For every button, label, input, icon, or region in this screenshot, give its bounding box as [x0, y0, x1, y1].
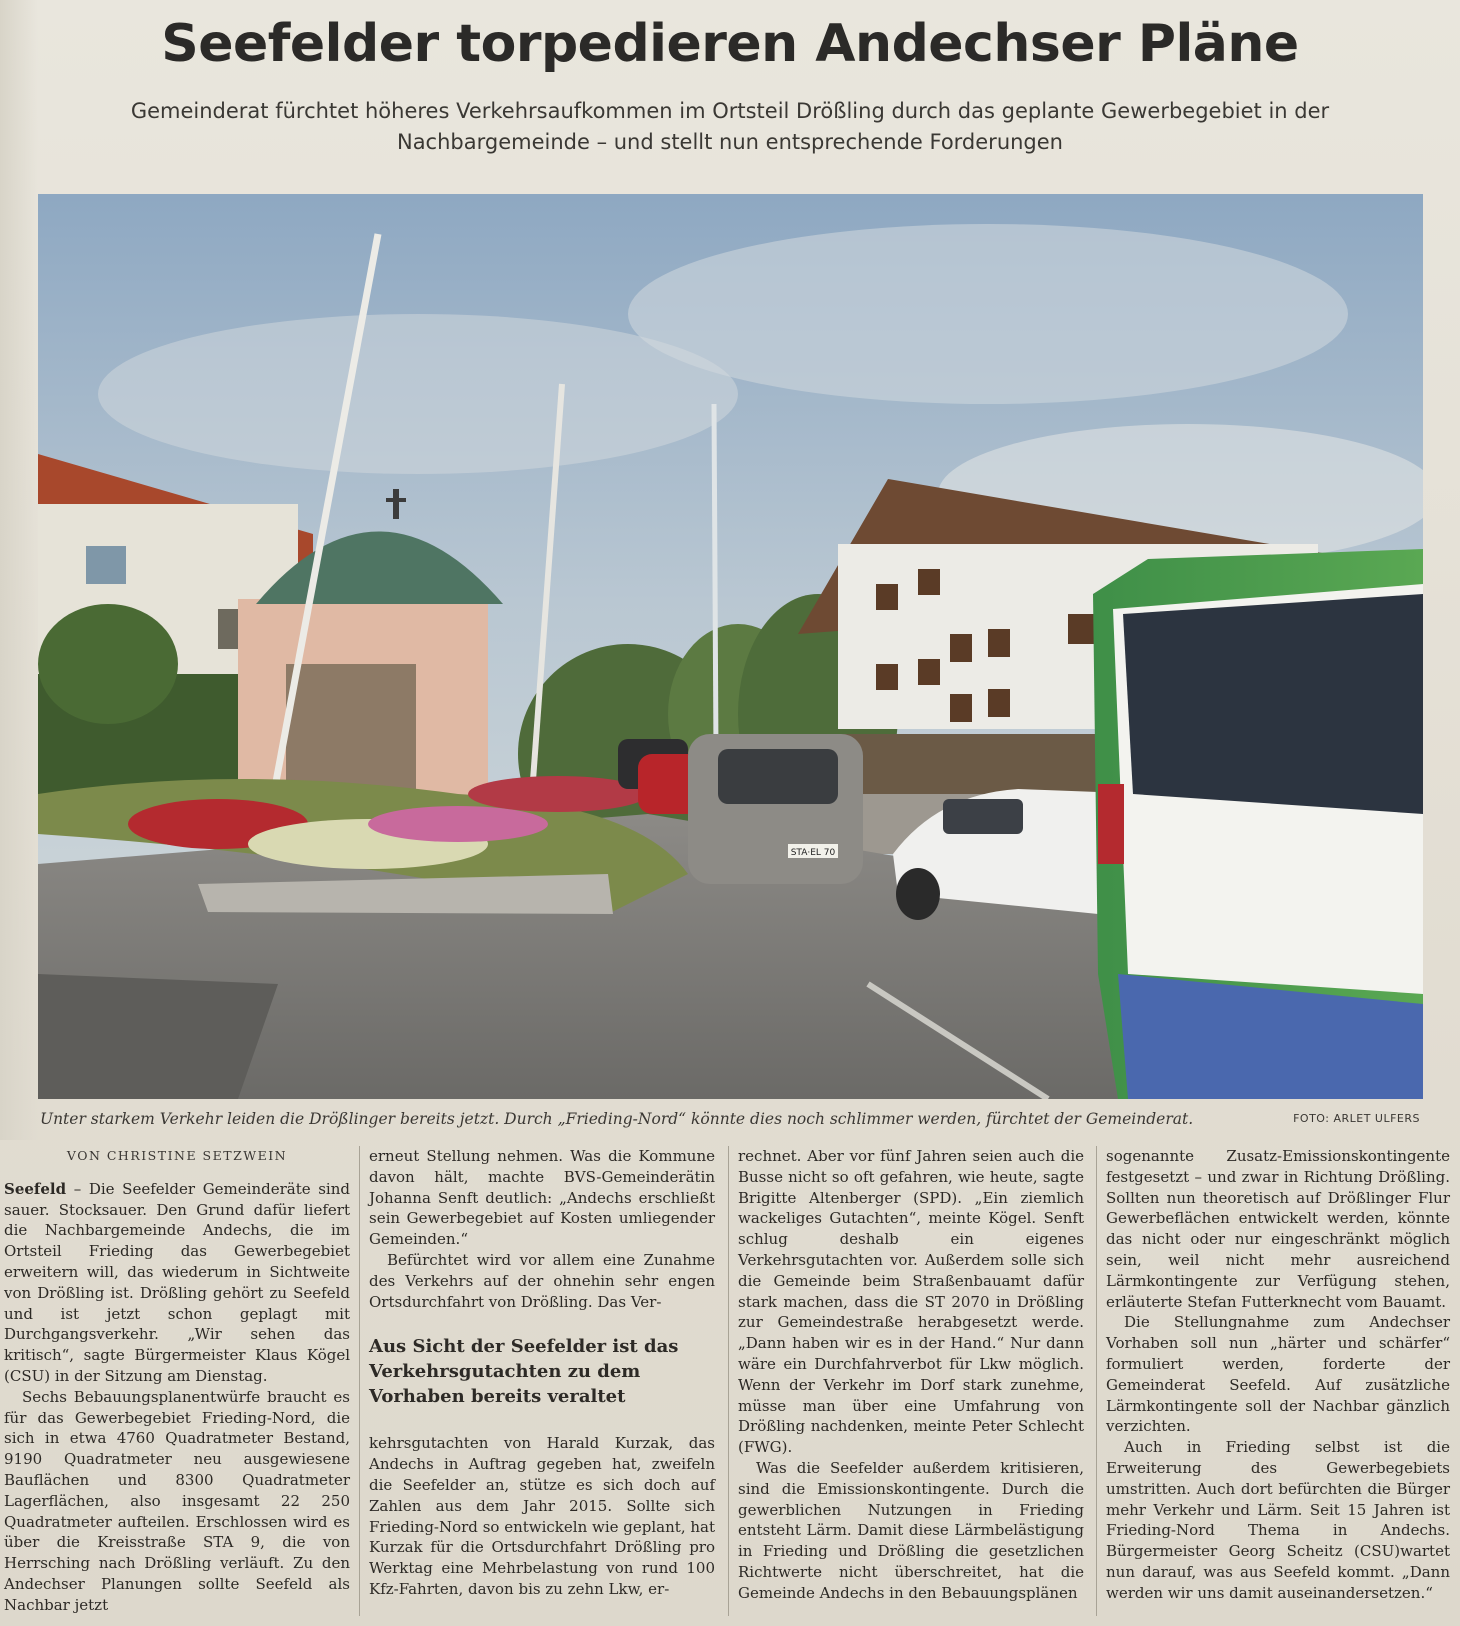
headline: Seefelder torpedieren Andechser Pläne: [161, 14, 1299, 74]
article-photo: [38, 194, 1423, 1099]
subtitle: Gemeinderat fürchtet höheres Verkehrsaufkommen im Ortsteil Drößling durch das geplante Gewerbegebiet in der Nachbargemeinde – und stellt nun entsprechende Forderungen: [130, 99, 1330, 154]
paragraph: kehrsgutachten von Harald Kurzak, das Andechs in Auftrag gegeben hat, zweifeln die Seefelder an, stütze es sich doch auf Zahlen aus dem Jahr 2015. Sollte sich Frieding-Nord so entwickeln wie geplant, hat Kurzak für die Ortsdurchfahrt Drößling pro Werktag eine Mehrbelastung von rund 100 Kfz-Fahrten, davon bis zu zehn Lkw, er-: [369, 1434, 715, 1598]
article-column-4: [1106, 1146, 1450, 1604]
intertitle: Aus Sicht der Seefelder ist das Verkehrsgutachten zu dem Vorhaben bereits veraltet: [369, 1336, 679, 1408]
paragraph: Sechs Bebauungsplanentwürfe braucht es für das Gewerbegebiet Frieding-Nord, die sich in etwa 4760 Quadratmeter Bestand, 9190 Quadratmeter neu ausgewiesene Bauflächen und 8300 Quadratmeter Lagerflächen, also insgesamt 22 250 Quadratmeter aufteilen. Erschlossen wird es über die Kreisstraße STA 9, die von Herrsching nach Drößling verläuft. Zu den Andechser Planungen sollte Seefeld als Nachbar jetzt: [4, 1387, 350, 1614]
dateline-place: Seefeld: [4, 1179, 67, 1198]
photo-caption: Unter starkem Verkehr leiden die Drößlinger bereits jetzt. Durch „Frieding-Nord“ könnte dies noch schlimmer werden, fürchtet der Gemeinderat.: [40, 1110, 1194, 1128]
article-column-1: [4, 1146, 350, 1616]
paragraph: Die Stellungnahme zum Andechser Vorhaben soll nun „härter und schärfer“ formuliert werden, forderte der Gemeinderat Seefeld. Auf zusätzliche Lärmkontingente soll der Nachbar gänzlich verzichten.: [1106, 1313, 1450, 1436]
photo-credit: FOTO: ARLET ULFERS: [1293, 1112, 1420, 1125]
license-plate: STA·EL 70: [790, 848, 836, 858]
paragraph: Befürchtet wird vor allem eine Zunahme des Verkehrs auf der ohnehin sehr engen Ortsdurchfahrt von Drößling. Das Ver-: [369, 1250, 715, 1311]
paragraph: Seefeld – Die Seefelder Gemeinderäte sind sauer. Stocksauer. Den Grund dafür liefert die Nachbargemeinde Andechs, die im Ortsteil Frieding das Gewerbegebiet erweitern will, das wiederum in Sichtweite von Drößling ist. Drößling gehört zu Seefeld und ist jetzt schon geplagt mit Durchgangsverkehr. „Wir sehen das kritisch“, sagte Bürgermeister Klaus Kögel (CSU) in der Sitzung am Dienstag.: [4, 1179, 350, 1385]
column-rule: [728, 1146, 729, 1616]
article-column-3: [738, 1146, 1084, 1604]
paragraph: sogenannte Zusatz-Emissionskontingente festgesetzt – und zwar in Richtung Drößling. Sollten nun theoretisch auf Drößlinger Flur Gewerbeflächen entwickelt werden, könnte das nicht oder nur eingeschränkt möglich sein, weil nicht mehr ausreichend Lärmkontingente zur Verfügung stehen, erläuterte Stefan Futterknecht vom Bauamt.: [1106, 1147, 1450, 1311]
column-rule: [1096, 1146, 1097, 1616]
paragraph: rechnet. Aber vor fünf Jahren seien auch die Busse nicht so oft gefahren, wie heute, sagte Brigitte Altenberger (SPD). „Ein ziemlich wackeliges Gutachten“, meinte Kögel. Senft schlug deshalb ein eigenes Verkehrsgutachten vor. Außerdem solle sich die Gemeinde beim Straßenbauamt dafür stark machen, dass die ST 2070 in Drößling zur Gemeindestraße herabgesetzt werde. „Dann haben wir es in der Hand.“ Nur dann wäre ein Durchfahrverbot für Lkw möglich. Wenn der Verkehr im Dorf stark zunehme, müsse man über eine Umfahrung von Drößling nachdenken, meinte Peter Schlecht (FWG).: [738, 1147, 1084, 1457]
article-column-2: [369, 1146, 715, 1600]
page-edge-shadow: [0, 0, 38, 1140]
paragraph: Was die Seefelder außerdem kritisieren, sind die Emissionskontingente. Durch die gewerblichen Nutzungen in Frieding entsteht Lärm. Damit diese Lärmbelästigung in Frieding und Drößling die gesetzlichen Richtwerte nicht überschreitet, hat die Gemeinde Andechs in den Bebauungsplänen: [738, 1458, 1084, 1602]
paragraph: erneut Stellung nehmen. Was die Kommune davon hält, machte BVS-Gemeinderätin Johanna Senft deutlich: „Andechs erschließt sein Gewerbegebiet auf Kosten umliegender Gemeinden.“: [369, 1147, 715, 1249]
column-rule: [359, 1146, 360, 1616]
author-byline: VON CHRISTINE SETZWEIN: [66, 1148, 288, 1163]
paragraph: Auch in Frieding selbst ist die Erweiterung des Gewerbegebiets umstritten. Auch dort befürchten die Bürger mehr Verkehr und Lärm. Seit 15 Jahren ist Frieding-Nord Thema in Andechs. Bürgermeister Georg Scheitz (CSU)wartet nun darauf, was aus Seefeld kommt. „Dann werden wir uns damit auseinandersetzen.“: [1106, 1438, 1450, 1602]
